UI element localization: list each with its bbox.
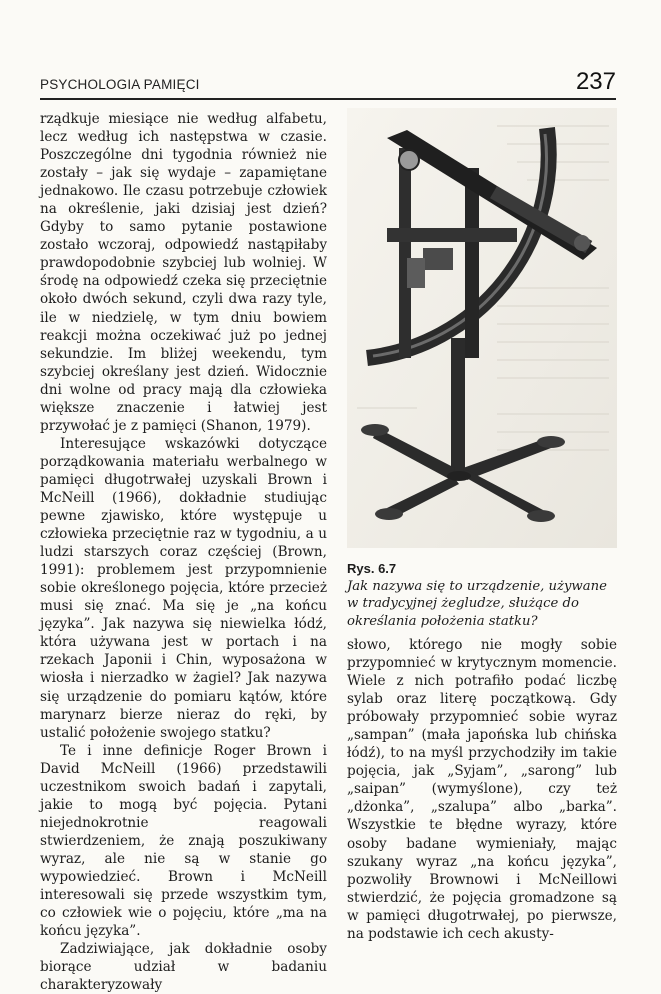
frame-crossbar bbox=[387, 228, 517, 242]
frame-right-bar bbox=[465, 168, 479, 358]
index-mirror bbox=[399, 150, 419, 170]
page-header bbox=[40, 62, 616, 96]
paragraph: Zadziwiające, jak dokładnie osoby biorące udział w badaniu charakteryzowały bbox=[40, 941, 327, 994]
micrometer-drum bbox=[574, 235, 590, 251]
header-rule bbox=[40, 98, 616, 100]
stand-pillar bbox=[451, 338, 465, 478]
sextant-illustration bbox=[347, 108, 617, 548]
stand-foot bbox=[537, 436, 565, 448]
left-column bbox=[40, 110, 327, 994]
running-title: PSYCHOLOGIA PAMIĘCI bbox=[40, 77, 200, 92]
stand-foot bbox=[375, 508, 403, 520]
figure-caption bbox=[347, 560, 617, 630]
right-column bbox=[347, 636, 617, 943]
stand-foot bbox=[361, 424, 389, 436]
paragraph: rządkuje miesiące nie według alfabetu, lecz według ich następstwa w czasie. Poszczególne dni tygodnia również nie zostały – jak się wydaje – zapamiętane jednakowo. Ile czasu potrzebuje człowiek na określenie, jaki dzisiaj jest dzień? Gdyby to samo pytanie postawione zostało wczoraj, odpowiedź nastąpiłaby prawdopodobnie szybciej lub wolniej. W środę na odpowiedź czeka się przeciętnie około dwóch sekund, czyli dwa razy tyle, ile w niedzielę, w tym dniu bowiem reakcji można oczekiwać już po jednej sekundzie. Im bliżej weekendu, tym szybciej określany jest dzień. Widocznie dni wolne od pracy mają dla człowieka większe znaczenie i łatwiej jest przywołać je z pamięci (Shanon, 1979). bbox=[40, 111, 327, 434]
figure-label: Rys. 6.7 bbox=[347, 561, 397, 576]
paragraph: Te i inne definicje Roger Brown i David McNeill (1966) przedstawili uczestnikom swoich badań i zapytali, jakie to mogą być pojęcia. Pytani niejednokrotnie reagowali stwierdzeniem, że znają poszukiwany wyraz, ale nie są w stanie go wypowiedzieć. Brown i McNeill interesowali się przede wszystkim tym, co człowiek wie o pojęciu, które „ma na końcu języka”. bbox=[40, 742, 327, 940]
page-number: 237 bbox=[575, 68, 616, 95]
stand-hub bbox=[447, 471, 471, 481]
shade-glasses bbox=[407, 258, 425, 288]
paragraph: Interesujące wskazówki dotyczące porządkowania materiału werbalnego w pamięci długotrwałej uzyskali Brown i McNeill (1966), dokładnie studiując pewne zjawisko, które występuje u człowieka przeciętnie raz w tygodniu, a u ludzi starszych coraz częściej (Brown, 1991): problemem jest przypomnienie sobie określonego pojęcia, które przecież musi się znać. Ma się je „na końcu języka”. Jak nazywa się niewielka łódź, która używana jest w portach i na rzekach Japonii i Chin, wyposażona w wiosła i nierzadko w żagiel? Jak nazywa się urządzenie do pomiaru kątów, które marynarz bierze nieraz do ręki, by ustalić położenie swojego statku? bbox=[40, 435, 327, 741]
stand-foot bbox=[527, 510, 555, 522]
figure-caption-text: Jak nazywa się to urządzenie, używane w tradycyjnej żegludze, służące do określania położenia statku? bbox=[347, 578, 607, 629]
sextant-figure bbox=[347, 108, 617, 548]
paragraph: słowo, którego nie mogły sobie przypomnieć w krytycznym momencie. Wiele z nich potrafiło podać liczbę sylab oraz literę początkową. Gdy próbowały przypomnieć sobie wyraz „sampan” (mała japońska lub chińska łódź), to na myśl przychodziły im takie pojęcia, jak „Syjam”, „sarong” lub „saipan” (wymyślone), czy też „dżonka”, „szalupa” albo „barka”. Wszystkie te błędne wyrazy, które osoby badane wymieniały, mając szukany wyraz „na końcu języka”, pozwoliły Brownowi i McNeillowi stwierdzić, że pojęcia gromadzone są w pamięci długotrwałej, po pierwsze, na podstawie ich cech akusty- bbox=[347, 637, 617, 942]
horizon-mirror bbox=[423, 248, 453, 270]
frame-left-bar bbox=[399, 148, 411, 358]
